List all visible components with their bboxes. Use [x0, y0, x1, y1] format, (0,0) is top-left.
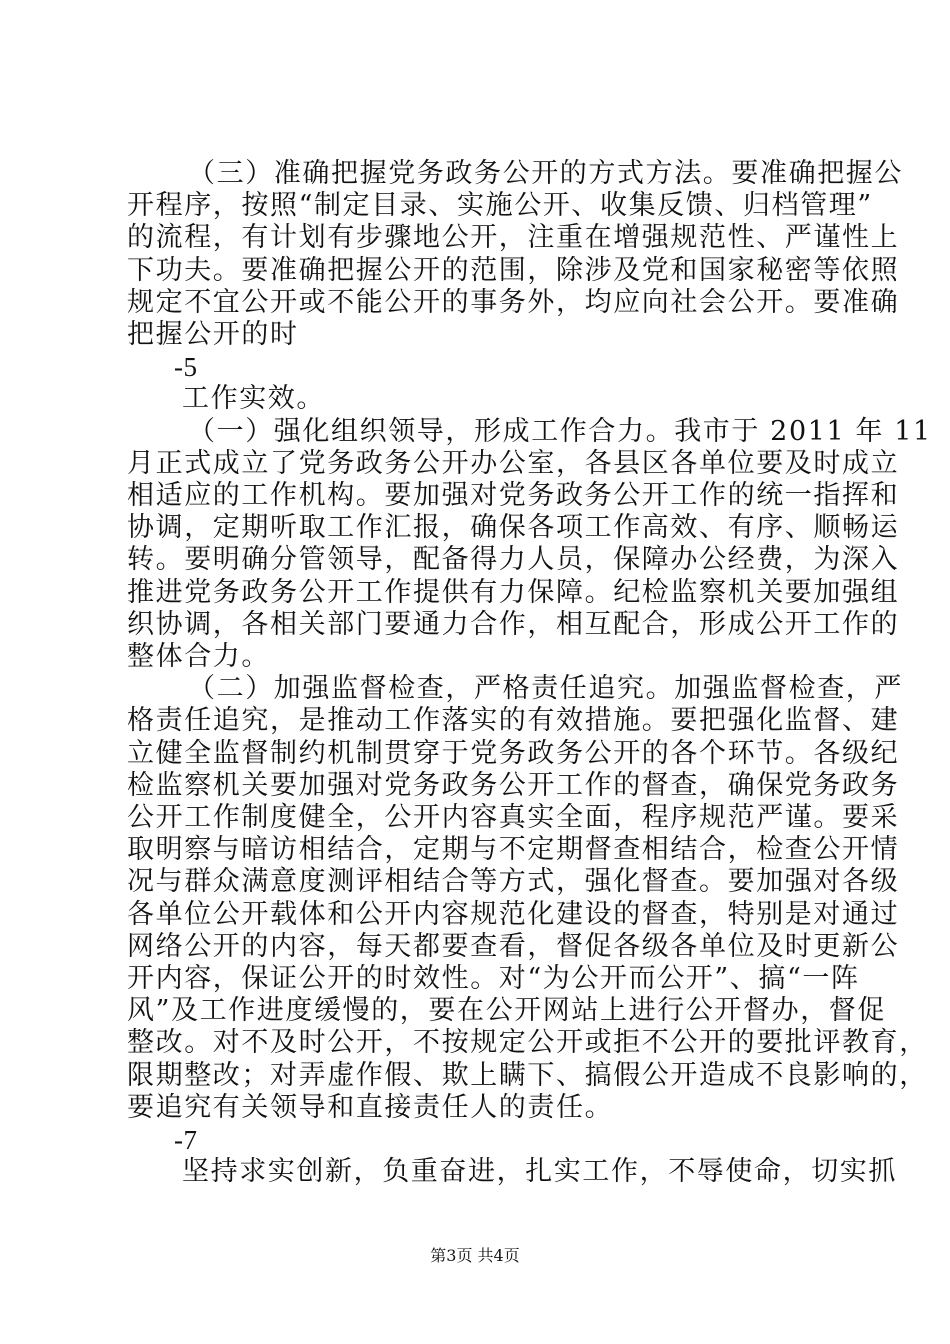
text-line: 况与群众满意度测评相结合等方式，强化督查。要加强对各级	[127, 866, 900, 898]
text-line: 工作实效。	[182, 383, 325, 415]
text-line: 开程序，按照“制定目录、实施公开、收集反馈、归档管理”	[127, 190, 873, 222]
text-line: 风”及工作进度缓慢的，要在公开网站上进行公开督办，督促	[127, 995, 887, 1027]
page-number-marker: -5	[174, 352, 198, 383]
text-line: 整改。对不及时公开，不按规定公开或拒不公开的要批评教育，	[127, 1027, 928, 1059]
text-line: 的流程，有计划有步骤地公开，注重在增强规范性、严谨性上	[127, 222, 900, 254]
text-line: 推进党务政务公开工作提供有力保障。纪检监察机关要加强组	[127, 576, 900, 608]
text-line: 织协调，各相关部门要通力合作，相互配合，形成公开工作的	[127, 608, 900, 640]
text-line: 检监察机关要加强对党务政务公开工作的督查，确保党务政务	[127, 769, 900, 801]
text-line: 相适应的工作机构。要加强对党务政务公开工作的统一指挥和	[127, 480, 900, 511]
text-line: 各单位公开载体和公开内容规范化建设的督查，特别是对通过	[127, 898, 900, 930]
text-line: 下功夫。要准确把握公开的范围，除涉及党和国家秘密等依照	[127, 254, 900, 286]
page-footer: 第3页 共4页	[430, 1246, 520, 1265]
text-line: 协调，定期听取工作汇报，确保各项工作高效、有序、顺畅运	[127, 512, 900, 544]
page-number-marker: -7	[174, 1125, 198, 1155]
text-line: （二）加强监督检查，严格责任追究。加强监督检查，严	[188, 673, 903, 705]
text-line: 取明察与暗访相结合，定期与不定期督查相结合，检查公开情	[127, 834, 900, 866]
text-line: 限期整改；对弄虚作假、欺上瞒下、搞假公开造成不良影响的，	[127, 1059, 928, 1091]
text-line: 立健全监督制约机制贯穿于党务政务公开的各个环节。各级纪	[127, 737, 900, 769]
text-line: 网络公开的内容，每天都要查看，督促各级各单位及时更新公	[127, 930, 900, 962]
text-line: 规定不宜公开或不能公开的事务外，均应向社会公开。要准确	[127, 286, 900, 318]
text-line: 坚持求实创新，负重奋进，扎实工作，不辱使命，切实抓	[182, 1156, 897, 1188]
text-line: 整体合力。	[127, 641, 270, 672]
text-line: 公开工作制度健全，公开内容真实全面，程序规范严谨。要采	[127, 802, 900, 833]
text-line: 把握公开的时	[127, 319, 299, 350]
text-line: 格责任追究，是推动工作落实的有效措施。要把强化监督、建	[127, 705, 900, 737]
text-line: 月正式成立了党务政务公开办公室，各县区各单位要及时成立	[127, 447, 900, 479]
text-line: 开内容，保证公开的时效性。对“为公开而公开”、搞“一阵	[127, 963, 860, 994]
text-line: 要追究有关领导和直接责任人的责任。	[127, 1091, 614, 1123]
text-line: 转。要明确分管领导，配备得力人员，保障办公经费，为深入	[127, 544, 900, 576]
text-line: （一）强化组织领导，形成工作合力。我市于 2011 年 11	[188, 415, 932, 447]
text-line: （三）准确把握党务政务公开的方式方法。要准确把握公	[188, 158, 903, 189]
